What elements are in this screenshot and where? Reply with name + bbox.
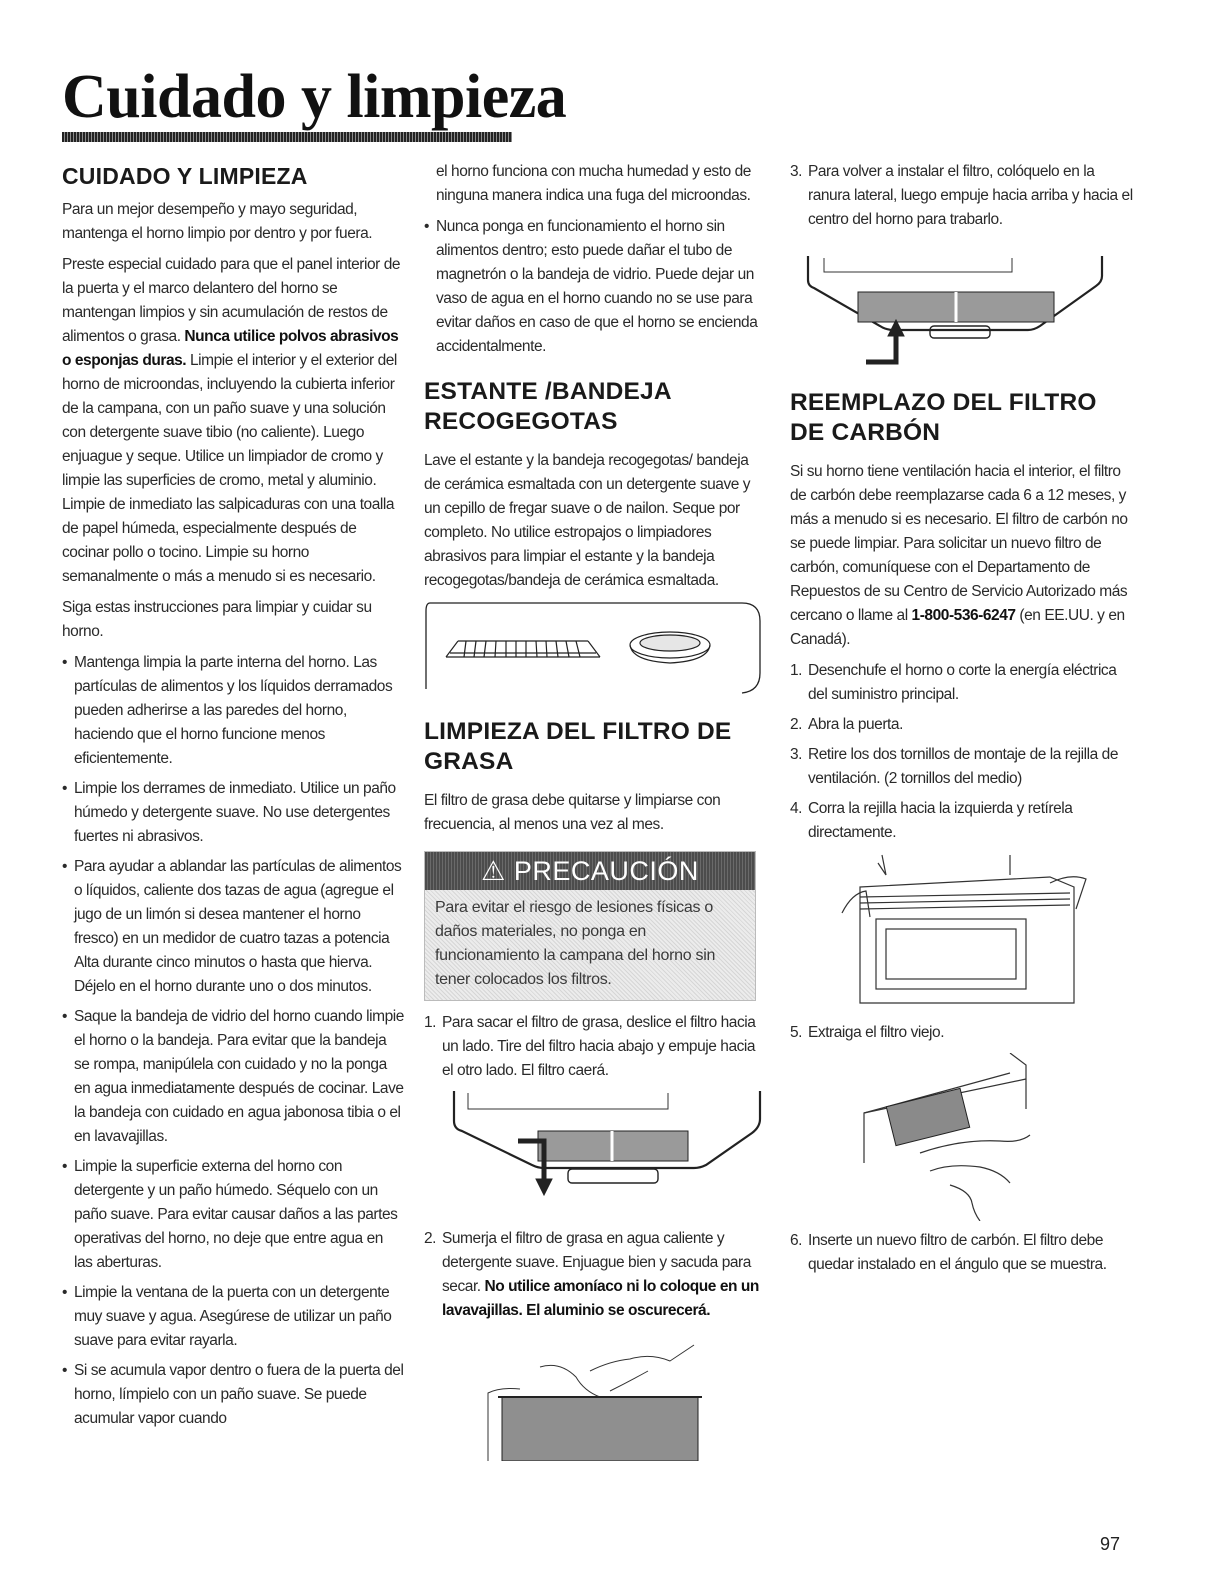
page-number: 97 [1100,1534,1121,1554]
tray-icon [630,632,710,663]
rack-heading: ESTANTE /BANDEJA RECOGEGOTAS [424,378,671,435]
list-item [790,743,1135,791]
step-number: 3. [790,746,803,763]
filter-mesh [502,1397,698,1461]
caution-text: Para evitar el riesgo de lesiones físicas o daños materiales, no ponga en funcionamiento la campana del horno sin tener colocados los filtros. [435,899,716,988]
list-item [790,797,1135,845]
step-warning-bold: No utilice amoníaco ni lo coloque en un lavavajillas. El aluminio se oscurecerá. [442,1278,759,1319]
step-text: Retire los dos tornillos de montaje de la rejilla de ventilación. (2 tornillos del medio) [808,746,1119,787]
rack-icon [446,641,600,657]
soak-filter-illustration [480,1331,780,1461]
step-text: Abra la puerta. [808,716,903,733]
carbon-filter-heading: REEMPLAZO DEL FILTRO DE CARBÓN [790,389,1097,446]
step-number: 4. [790,800,803,817]
filter-mesh [886,1088,969,1145]
step-number: 5. [790,1024,803,1041]
carbon-filter-text [790,460,1135,652]
grease-steps-2 [424,1227,764,1323]
list-item: • Limpie los derrames de inmediato. Utilice un paño húmedo y detergente suave. No use detergentes fuertes ni abrasivos. [62,777,404,849]
step-text: Inserte un nuevo filtro de carbón. El filtro debe quedar instalado en el ángulo que se muestra. [808,1232,1107,1273]
step-number: 3. [790,163,803,180]
care-paragraph-rest: Limpie el interior y el exterior del horno de microondas, incluyendo la cubierta inferior de la campana, con un paño suave y una solución con detergente suave tibio (no caliente). Luego enjuague y seque. Utilice un limpiador de cromo y limpie las superficies de cromo, metal y aluminio. Limpie de inmediato las salpicaduras con una toalla de papel húmeda, especialmente después de cocinar pollo o tocino. Limpie su horno semanalmente o más a menudo si es necesario. [62,352,397,585]
bullet-continuation: el horno funciona con mucha humedad y esto de ninguna manera indica una fuga del microondas. [436,163,751,204]
page-title: Cuidado y limpieza [62,63,567,131]
care-warning-bold: Nunca utilice polvos abrasivos o esponjas duras. [62,328,399,369]
title-rule [62,132,512,142]
col2-bullet-list [424,215,764,359]
step-number: 1. [424,1014,437,1031]
step-number: 2. [424,1230,437,1247]
step-text: Para sacar el filtro de grasa, deslice el filtro hacia un lado. Tire del filtro hacia abajo y empuje hacia el otro lado. El filtro caerá. [442,1014,756,1079]
reinstall-filter-illustration [802,256,1132,366]
care-intro: Para un mejor desempeño y mayo seguridad, mantenga el horno limpio por dentro y por fuera. [62,201,373,242]
list-item: • Si se acumula vapor dentro o fuera de la puerta del horno, límpielo con un paño suave. Se puede acumular vapor cuando [62,1359,404,1431]
step-text: Desenchufe el horno o corte la energía eléctrica del suministro principal. [808,662,1117,703]
list-item: • Limpie la ventana de la puerta con un detergente muy suave y agua. Asegúrese de utilizar un paño suave para evitar rayarla. [62,1281,404,1353]
list-item: • Para ayudar a ablandar las partículas de alimentos o líquidos, caliente dos tazas de agua (agregue el jugo de un limón si desea mantener el horno fresco) en un medidor de cuatro tazas a potencia Alta durante cinco minutos o hasta que hierva. Déjelo en el horno durante uno o dos minutos. [62,855,404,999]
list-item: • Limpie la superficie externa del horno con detergente y un paño húmedo. Séquelo con un paño suave. Para evitar causar daños a las partes operativas del horno, no deje que entre agua en las aberturas. [62,1155,404,1275]
list-item [790,659,1135,707]
reinstall-steps [790,160,1135,232]
step-number: 2. [790,716,803,733]
care-paragraph-text: Preste especial cuidado para que el panel interior de la puerta y el marco delantero del horno se mantengan limpios y sin acumulación de restos de alimentos o grasa. [62,256,401,345]
list-item: • Nunca ponga en funcionamiento el horno sin alimentos dentro; esto puede dañar el tubo de magnetrón o la bandeja de vidrio. Puede dejar un vaso de agua en el horno cuando no se use para evitar daños en caso de que el horno se encienda accidentalmente. [424,215,764,359]
grease-filter-heading: LIMPIEZA DEL FILTRO DE GRASA [424,718,732,775]
caution-box [424,851,756,1001]
care-heading: CUIDADO Y LIMPIEZA [62,163,308,189]
rack-text: Lave el estante y la bandeja recogegotas/ bandeja de cerámica esmaltada con un detergente suave y un cepillo de fregar suave o de nailon. Seque por completo. No utilice estropajos o limpiadores abrasivos para limpiar el estante y la bandeja recogegotas/bandeja de cerámica esmaltada. [424,452,751,589]
list-item [424,1227,764,1323]
rack-tray-illustration [424,601,764,709]
carbon-steps-6 [790,1229,1135,1277]
care-instructions-intro: Siga estas instrucciones para limpiar y cuidar su horno. [62,599,372,640]
grease-steps [424,1011,764,1083]
caution-title: PRECAUCIÓN [513,856,699,886]
caution-header [425,852,755,890]
carbon-steps-5 [790,1021,1135,1045]
carbon-filter-body: Si su horno tiene ventilación hacia el interior, el filtro de carbón debe reemplazarse cada 6 a 12 meses, y más a menudo si es necesario. El filtro de carbón no se puede limpiar. Para solicitar un nuevo filtro de carbón, comuníquese con el Departamento de Repuestos de su Centro de Servicio Autorizado más cercano o llame al [790,463,1128,624]
list-item: • Mantenga limpia la parte interna del horno. Las partículas de alimentos y los líquidos derramados pueden adherirse a las paredes del horno, haciendo que el horno funcione menos eficientemente. [62,651,404,771]
column-2 [424,160,764,1469]
list-item [790,1021,1135,1045]
list-item [790,1229,1135,1277]
phone-number: 1-800-536-6247 [911,607,1016,624]
care-bullet-list [62,651,404,1431]
carbon-steps [790,659,1135,845]
remove-grille-illustration [840,853,1100,1013]
carbon-filter-tail: (en EE.UU. y en Canadá). [790,607,1125,648]
arrow-icon [866,320,904,362]
step-number: 1. [790,662,803,679]
grease-filter-text: El filtro de grasa debe quitarse y limpiarse con frecuencia, al menos una vez al mes. [424,792,721,833]
step-text: Extraiga el filtro viejo. [808,1024,945,1041]
step-text: Sumerja el filtro de grasa en agua caliente y detergente suave. Enjuague bien y sacuda para secar. [442,1230,751,1295]
column-3 [790,160,1135,1283]
list-item [790,160,1135,232]
step-number: 6. [790,1232,803,1249]
extract-filter-illustration [860,1053,1080,1221]
remove-grease-filter-illustration [444,1091,784,1219]
care-paragraph [62,253,404,589]
step-text: Para volver a instalar el filtro, colóquelo en la ranura lateral, luego empuje hacia arriba y hacia el centro del horno para trabarlo. [808,163,1133,228]
list-item [424,1011,764,1083]
list-item: • Saque la bandeja de vidrio del horno cuando limpie el horno o la bandeja. Para evitar que la bandeja se rompa, manipúlela con cuidado y no la ponga en agua inmediatamente después de cocinar. Lave la bandeja con cuidado en agua jabonosa tibia o el en lavavajillas. [62,1005,404,1149]
warning-triangle-icon: ⚠ [481,856,506,886]
list-item [790,713,1135,737]
column-1 [62,162,404,1437]
step-text: Corra la rejilla hacia la izquierda y retírela directamente. [808,800,1073,841]
